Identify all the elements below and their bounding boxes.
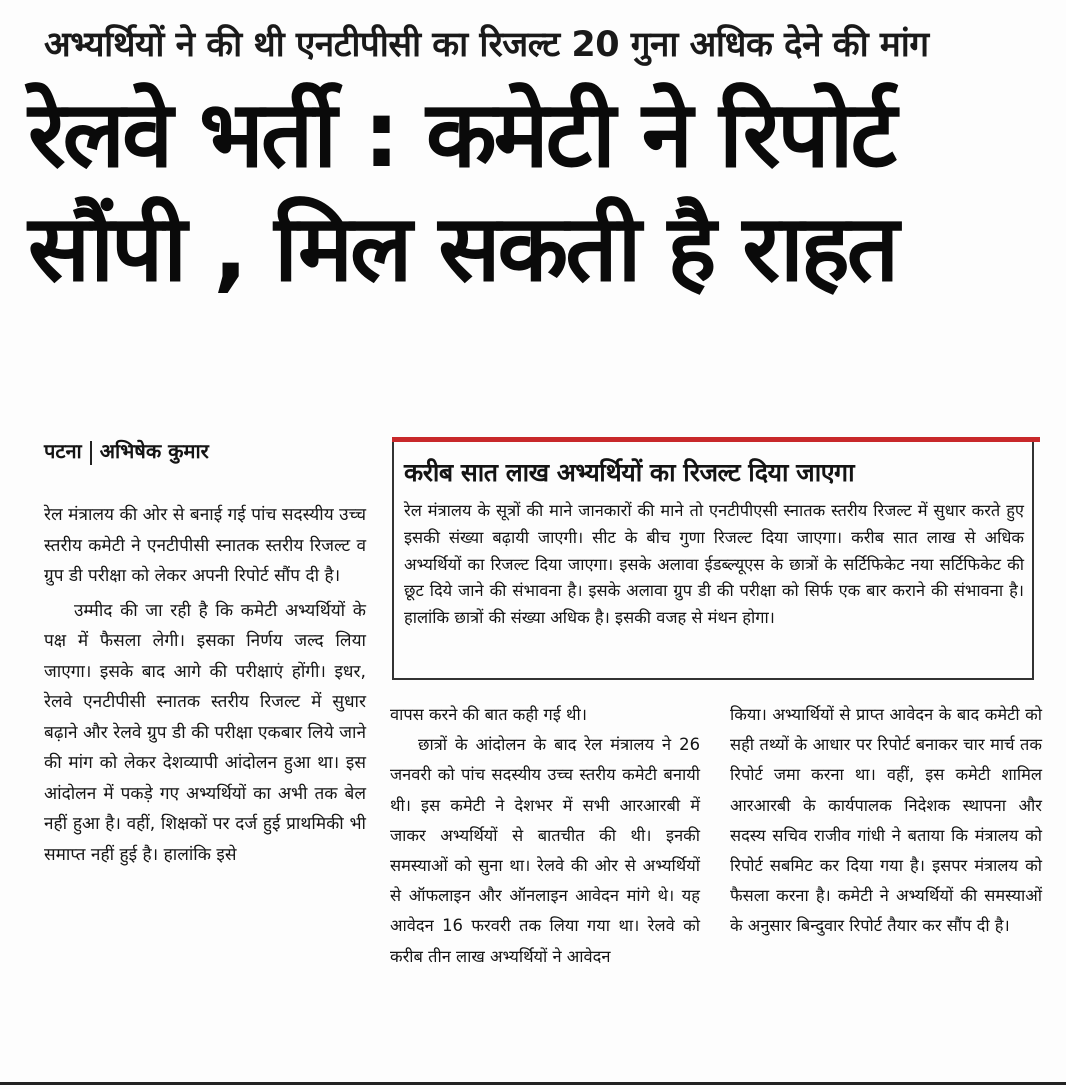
headline-line-1: रेलवे भर्ती : कमेटी ने रिपोर्ट <box>28 81 894 188</box>
article-column-2 <box>390 700 700 972</box>
byline-author: अभिषेक कुमार <box>99 439 209 463</box>
kicker-headline: अभ्यर्थियों ने की थी एनटीपीसी का रिजल्ट 20 गुना अधिक देने की मांग <box>44 25 929 65</box>
article-column-3 <box>730 700 1042 942</box>
byline-place: पटना <box>44 439 82 463</box>
box-title: करीब सात लाख अभ्यर्थियों का रिजल्ट दिया जाएगा <box>404 458 855 487</box>
article-column-1 <box>44 500 366 870</box>
column-2-paragraph-1: वापस करने की बात कही गई थी। <box>390 705 587 724</box>
column-2-paragraph-2: छात्रों के आंदोलन के बाद रेल मंत्रालय ने 26 जनवरी को पांच सदस्यीय उच्च स्तरीय कमेटी बनायी थी। इस कमेटी ने देशभर में सभी आरआरबी में जाकर अभ्यर्थियों से बातचीत की थी। इनकी समस्याओं को सुना था। रेलवे की ओर से अभ्यर्थियों से ऑफलाइन और ऑनलाइन आवेदन मांगे थे। यह आवेदन 16 फरवरी तक लिया गया था। रेलवे को करीब तीन लाख अभ्यर्थियों ने आवेदन <box>390 735 700 966</box>
column-1-paragraph-1: रेल मंत्रालय की ओर से बनाई गई पांच सदस्यीय उच्च स्तरीय कमेटी ने एनटीपीसी स्नातक स्तरीय रिजल्ट व ग्रुप डी परीक्षा को लेकर अपनी रिपोर्ट सौंप दी है। <box>44 505 366 586</box>
headline-line-2: सौंपी , मिल सकती है राहत <box>28 195 897 302</box>
byline <box>44 437 209 465</box>
box-body: रेल मंत्रालय के सूत्रों की माने जानकारों की माने तो एनटीपीएसी स्नातक स्तरीय रिजल्ट में सुधार करते हुए इसकी संख्या बढ़ायी जाएगी। सीट के बीच गुणा रिजल्ट दिया जाएगा। करीब सात लाख से अधिक अभ्यर्थियों का रिजल्ट दिया जाएगा। इसके अलावा ईडब्ल्यूएस के छात्रों के सर्टिफिकेट नया सर्टिफिकेट की छूट दिये जाने की संभावना है। इसके अलावा ग्रुप डी की परीक्षा को सिर्फ एक बार कराने की संभावना है। हालांकि छात्रों की संख्या अधिक है। इसकी वजह से मंथन होगा। <box>404 501 1024 628</box>
column-3-paragraph-1: किया। अभ्यार्थियों से प्राप्त आवेदन के बाद कमेटी को सही तथ्यों के आधार पर रिपोर्ट बनाकर चार मार्च तक रिपोर्ट जमा करना था। वहीं, इस कमेटी शामिल आरआरबी के कार्यपालक निदेशक स्थापना और सदस्य सचिव राजीव गांधी ने बताया कि मंत्रालय को रिपोर्ट सबमिट कर दिया गया है। इसपर मंत्रालय को फैसला करना है। कमेटी ने अभ्यर्थियों की समस्याओं के अनुसार बिन्दुवार रिपोर्ट तैयार कर सौंप दी है। <box>730 705 1042 936</box>
column-1-paragraph-2: उम्मीद की जा रही है कि कमेटी अभ्यर्थियों के पक्ष में फैसला लेगी। इसका निर्णय जल्द लिया जाएगा। इसके बाद आगे की परीक्षाएं होंगी। इधर, रेलवे एनटीपीसी स्नातक स्तरीय रिजल्ट में सुधार बढ़ाने और रेलवे ग्रुप डी की परीक्षा एकबार लिये जाने की मांग को लेकर देशव्यापी आंदोलन हुआ था। इस आंदोलन में पकड़े गए अभ्यर्थियों का अभी तक बेल नहीं हुआ है। वहीं, शिक्षकों पर दर्ज हुई प्राथमिकी भी समाप्त नहीं हुई है। हालांकि इसे <box>44 600 366 865</box>
highlight-box <box>392 437 1040 678</box>
bottom-rule <box>0 1082 1066 1085</box>
main-headline <box>28 78 1038 306</box>
byline-separator <box>90 441 92 465</box>
